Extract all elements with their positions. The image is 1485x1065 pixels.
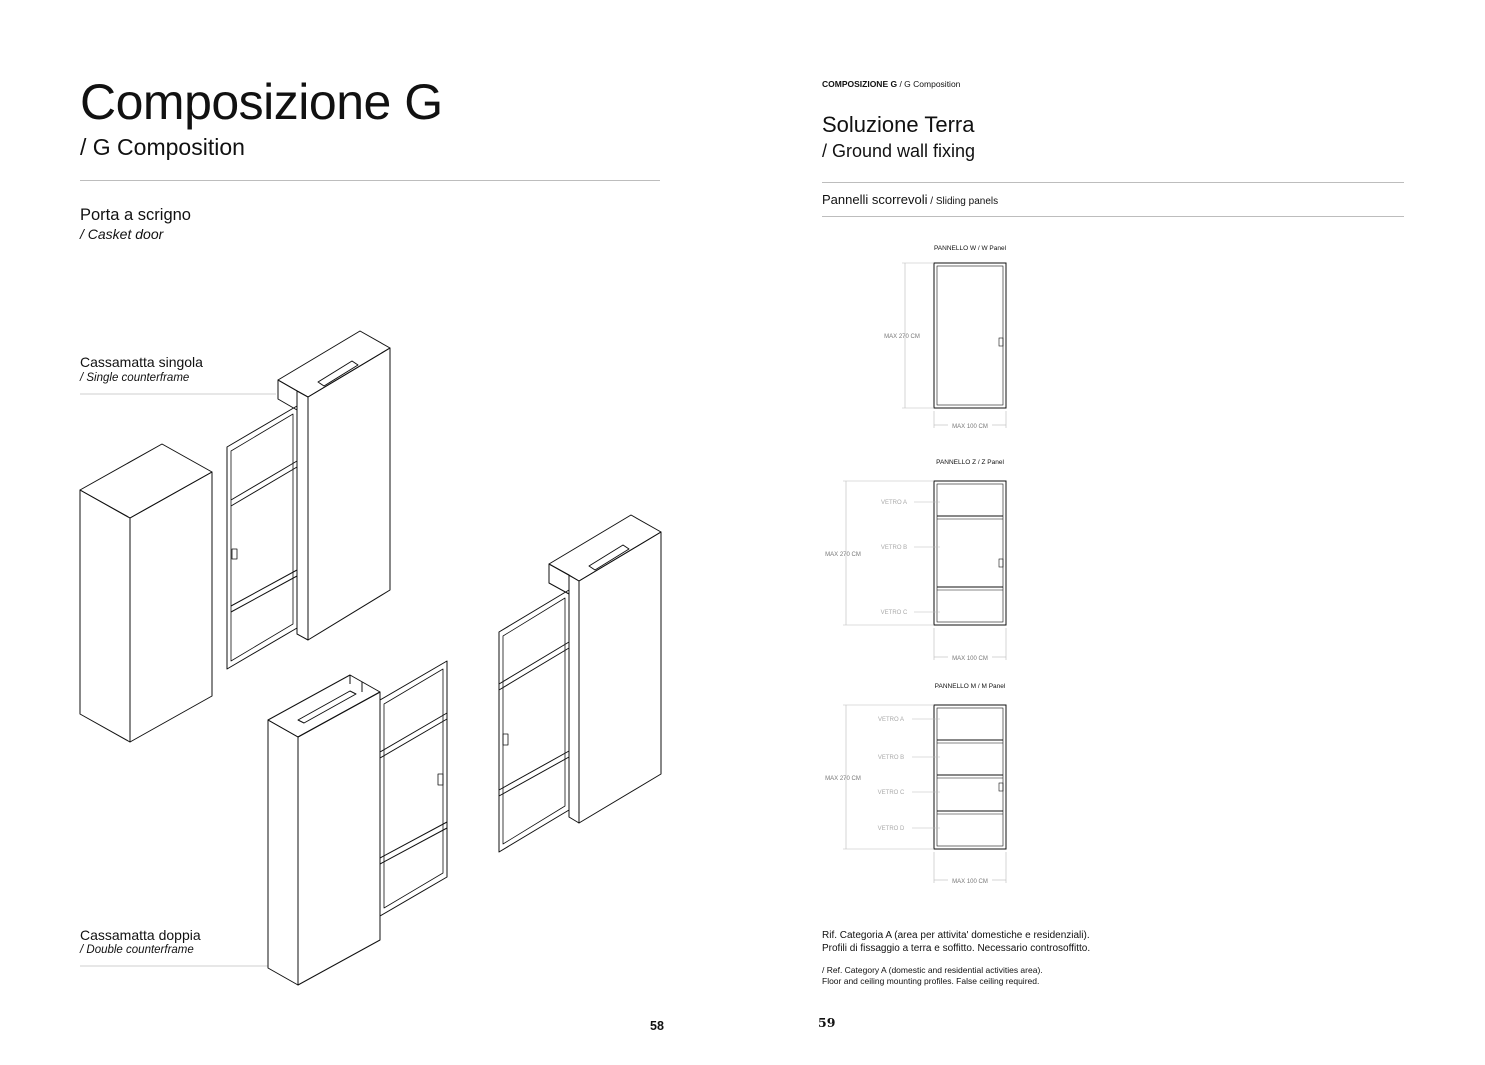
section-subtitle: / Casket door bbox=[80, 226, 164, 242]
note-en-line-2: Floor and ceiling mounting profiles. False ceiling required. bbox=[822, 976, 1040, 986]
panel-m-glass-b: VETRO B bbox=[877, 755, 905, 761]
section-title: Porta a scrigno bbox=[80, 206, 191, 224]
panel-m-height-label: MAX 270 CM bbox=[825, 776, 861, 782]
eyebrow-bold: COMPOSIZIONE G bbox=[822, 79, 898, 89]
panel-w-drawing bbox=[902, 263, 1006, 428]
note-en-line-1: / Ref. Category A (domestic and residential activities area). bbox=[822, 965, 1043, 975]
panels-heading-it: Pannelli scorrevoli bbox=[822, 192, 928, 207]
note-it-line-2: Profili di fissaggio a terra e soffitto. Necessario controsoffitto. bbox=[822, 943, 1091, 954]
panel-m-title: PANNELLO M / M Panel bbox=[934, 683, 1006, 690]
panel-w-height-label: MAX 270 CM bbox=[884, 334, 920, 340]
page-number-right: 59 bbox=[818, 1015, 836, 1030]
solution-subtitle: / Ground wall fixing bbox=[822, 141, 976, 161]
panel-m-glass-a: VETRO A bbox=[877, 717, 905, 723]
single-counterframe-title: Cassamatta singola bbox=[80, 354, 203, 370]
note-it-line-1: Rif. Categoria A (area per attivita' domestiche e residenziali). bbox=[822, 930, 1090, 941]
double-counterframe-subtitle: / Double counterframe bbox=[80, 944, 194, 956]
panel-z-height-label: MAX 270 CM bbox=[825, 552, 861, 558]
panel-z-width-label: MAX 100 CM bbox=[952, 656, 988, 662]
eyebrow-rest: / G Composition bbox=[897, 79, 961, 89]
single-counterframe-subtitle: / Single counterframe bbox=[80, 372, 190, 384]
page-number-left: 58 bbox=[650, 1019, 664, 1033]
page-subtitle: / G Composition bbox=[80, 134, 245, 160]
panel-w-title: PANNELLO W / W Panel bbox=[933, 245, 1007, 252]
panel-z-title: PANNELLO Z / Z Panel bbox=[936, 459, 1004, 466]
solution-title: Soluzione Terra bbox=[822, 112, 975, 137]
panel-z-glass-c: VETRO C bbox=[880, 610, 908, 616]
page-title: Composizione G bbox=[80, 74, 443, 130]
panel-m-glass-c: VETRO C bbox=[877, 790, 905, 796]
panel-m-drawing bbox=[843, 705, 1006, 883]
panel-z-glass-a: VETRO A bbox=[880, 500, 908, 506]
double-counterframe-title: Cassamatta doppia bbox=[80, 927, 201, 943]
panel-w-width-label: MAX 100 CM bbox=[952, 424, 988, 430]
panel-m-width-label: MAX 100 CM bbox=[952, 879, 988, 885]
panel-m-glass-d: VETRO D bbox=[877, 826, 905, 832]
panel-z-drawing bbox=[843, 481, 1006, 660]
panels-heading-en: / Sliding panels bbox=[927, 196, 999, 207]
panel-z-glass-b: VETRO B bbox=[880, 545, 908, 551]
